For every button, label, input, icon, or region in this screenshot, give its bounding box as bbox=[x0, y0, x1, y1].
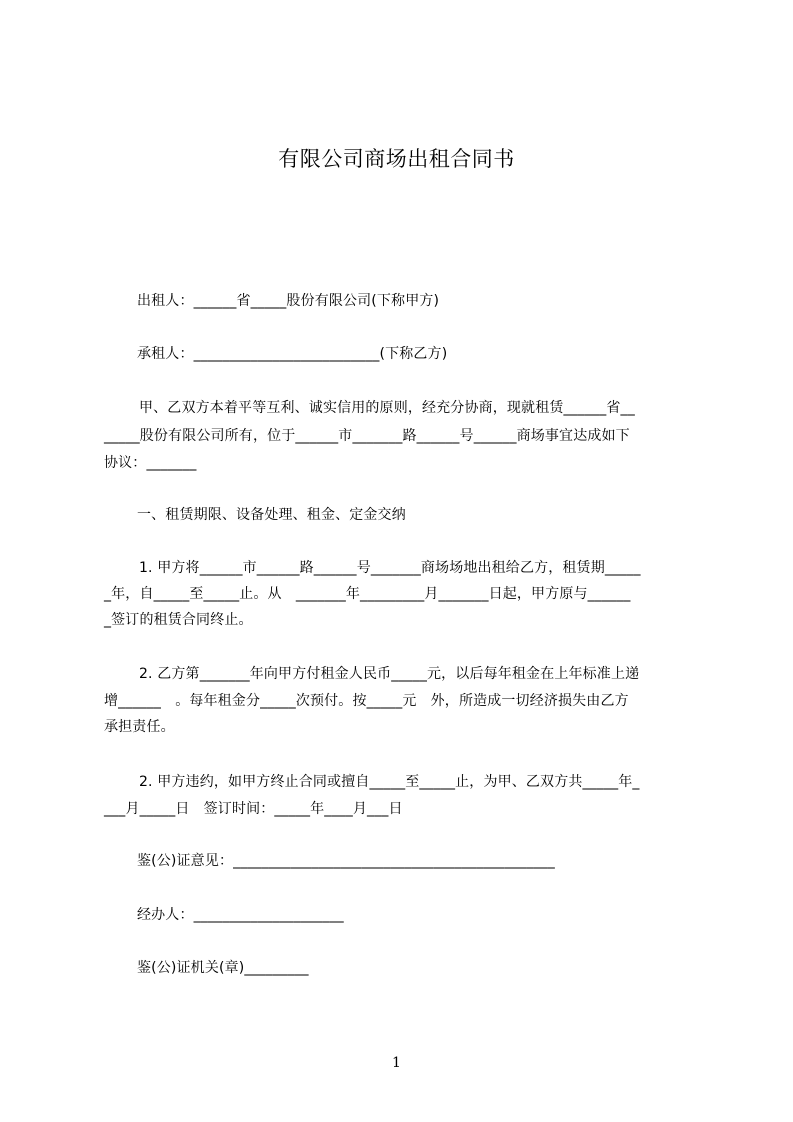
preamble-line-3: 协议：_______ bbox=[104, 455, 197, 471]
lessor-line: 出租人：______省_____股份有限公司(下称甲方) bbox=[137, 293, 440, 309]
clause-2-line-3: 承担责任。 bbox=[104, 719, 175, 735]
clause-1-line-3: _签订的租赁合同终止。 bbox=[104, 612, 253, 628]
clause-2-line-1: 2. 乙方第_______年向甲方付租金人民币_____元，以后每年租金在上年标准上递 bbox=[139, 666, 640, 682]
page-number: 1 bbox=[392, 1055, 401, 1071]
lessee-line: 承租人：__________________________(下称乙方) bbox=[137, 346, 448, 362]
handler-line: 经办人：_____________________ bbox=[137, 907, 344, 923]
section-1-heading: 一、租赁期限、设备处理、租金、定金交纳 bbox=[137, 507, 406, 523]
clause-1-line-2: _年，自_____至_____止。从 _______年_________月_______日起，甲方原与______ bbox=[104, 586, 631, 602]
notary-opinion-line: 鉴(公)证意见：_____________________________________________ bbox=[137, 853, 555, 869]
clause-1-line-1: 1. 甲方将______市______路______号_______商场场地出租给乙方，租赁期_____ bbox=[139, 560, 641, 576]
preamble-line-2: _____股份有限公司所有，位于______市_______路______号______商场事宜达成如下 bbox=[104, 428, 630, 444]
preamble-line-1: 甲、乙双方本着平等互利、诚实信用的原则，经充分协商，现就租赁______省__ bbox=[139, 400, 635, 416]
notary-office-line: 鉴(公)证机关(章)_________ bbox=[137, 960, 309, 976]
clause-2-line-2: 增______ 。每年租金分_____次预付。按_____元 外，所造成一切经济损失由乙方 bbox=[104, 693, 629, 709]
clause-3-line-1: 2. 甲方违约，如甲方终止合同或擅自_____至_____止，为甲、乙双方共_____年_ bbox=[139, 774, 640, 790]
document-title: 有限公司商场出租合同书 bbox=[278, 147, 515, 171]
clause-3-line-2: ___月_____日 签订时间：_____年____月___日 bbox=[104, 801, 403, 817]
